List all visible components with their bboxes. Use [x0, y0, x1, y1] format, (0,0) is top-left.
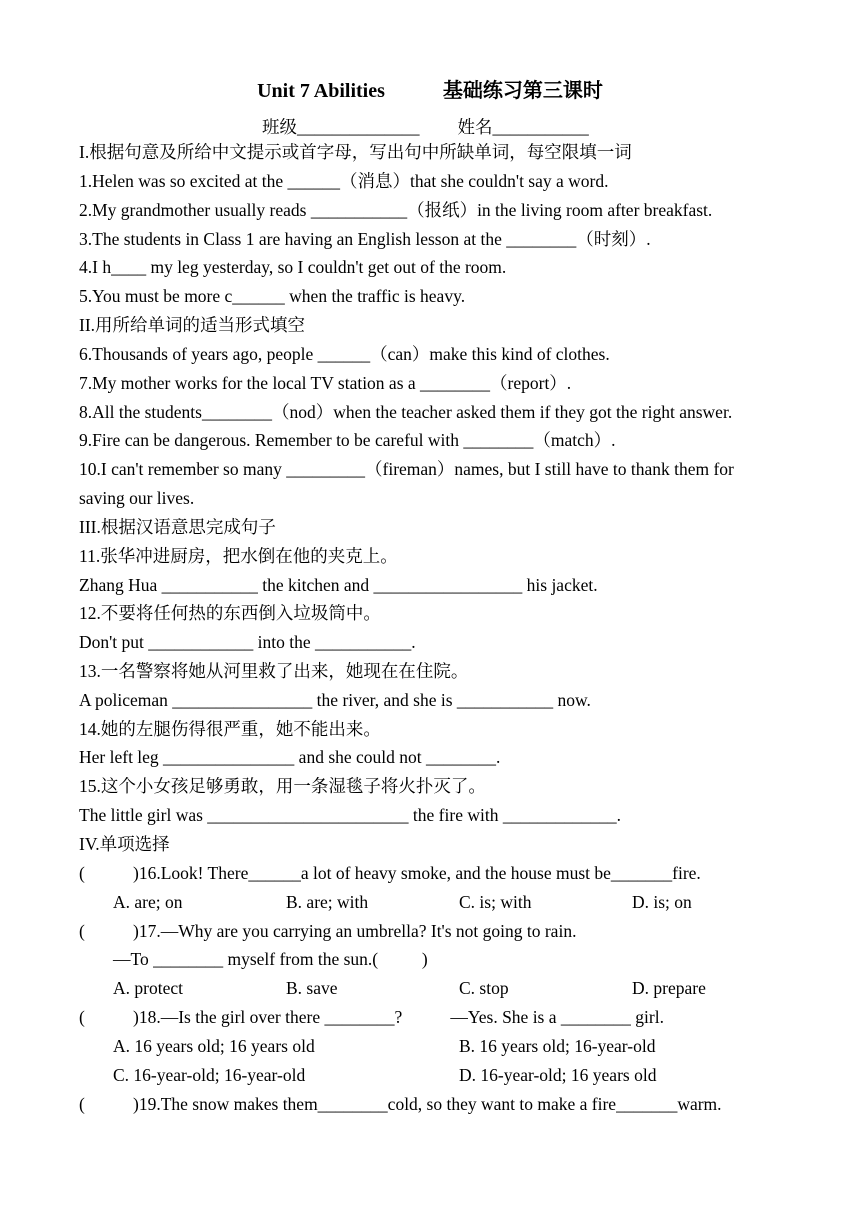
- question-4: 4.I h____ my leg yesterday, so I couldn't get out of the room.: [79, 257, 507, 277]
- question-10-cont: saving our lives.: [79, 488, 195, 508]
- question-13-en: A policeman ________________ the river, and she is ___________ now.: [79, 690, 591, 710]
- answer-paren-17: (: [79, 921, 85, 941]
- question-16: )16.Look! There______a lot of heavy smoke, and the house must be_______fire.: [133, 863, 701, 883]
- q18-option-d: D. 16-year-old; 16 years old: [459, 1065, 657, 1085]
- section-4-heading: IV.单项选择: [79, 834, 170, 854]
- page-title: [0, 74, 860, 103]
- q16-option-d: D. is; on: [632, 892, 692, 912]
- question-14-cn: 14.她的左腿伤得很严重，她不能出来。: [79, 719, 381, 739]
- q16-option-b: B. are; with: [286, 892, 369, 912]
- q16-option-a: A. are; on: [113, 892, 183, 912]
- question-10: 10.I can't remember so many _________（fireman）names, but I still have to thank them for: [79, 459, 734, 479]
- q17-option-d: D. prepare: [632, 978, 706, 998]
- question-1: 1.Helen was so excited at the ______（消息）that she couldn't say a word.: [79, 171, 609, 191]
- question-3: 3.The students in Class 1 are having an English lesson at the ________（时刻）.: [79, 229, 651, 249]
- question-15-cn: 15.这个小女孩足够勇敢，用一条湿毯子将火扑灭了。: [79, 776, 486, 796]
- title-main: Unit 7 Abilities: [257, 80, 385, 102]
- question-6: 6.Thousands of years ago, people ______（can）make this kind of clothes.: [79, 344, 610, 364]
- question-2: 2.My grandmother usually reads ___________（报纸）in the living room after breakfast.: [79, 200, 713, 220]
- question-12-cn: 12.不要将任何热的东西倒入垃圾筒中。: [79, 603, 381, 623]
- question-11-cn: 11.张华冲进厨房，把水倒在他的夹克上。: [79, 546, 398, 566]
- answer-paren-16: (: [79, 863, 85, 883]
- section-3-heading: III.根据汉语意思完成句子: [79, 517, 276, 537]
- section-1-heading: I.根据句意及所给中文提示或首字母，写出句中所缺单词，每空限填一词: [79, 142, 632, 162]
- q17-option-b: B. save: [286, 978, 338, 998]
- q18-option-c: C. 16-year-old; 16-year-old: [113, 1065, 306, 1085]
- q16-option-c: C. is; with: [459, 892, 532, 912]
- question-9: 9.Fire can be dangerous. Remember to be careful with ________（match）.: [79, 430, 616, 450]
- answer-paren-18: (: [79, 1007, 85, 1027]
- q17-option-a: A. protect: [113, 978, 183, 998]
- class-field: 班级______________: [262, 117, 420, 137]
- question-5: 5.You must be more c______ when the traffic is heavy.: [79, 286, 466, 306]
- section-2-heading: II.用所给单词的适当形式填空: [79, 315, 306, 335]
- question-14-en: Her left leg _______________ and she could not ________.: [79, 747, 501, 767]
- q18-option-a: A. 16 years old; 16 years old: [113, 1036, 315, 1056]
- answer-paren-19: (: [79, 1094, 85, 1114]
- q17-option-c: C. stop: [459, 978, 509, 998]
- question-7: 7.My mother works for the local TV station as a ________（report）.: [79, 373, 572, 393]
- question-15-en: The little girl was _______________________ the fire with _____________.: [79, 805, 621, 825]
- question-17: )17.—Why are you carrying an umbrella? It's not going to rain.: [133, 921, 577, 941]
- question-12-en: Don't put ____________ into the ___________.: [79, 632, 416, 652]
- question-19: )19.The snow makes them________cold, so they want to make a fire_______warm.: [133, 1094, 722, 1114]
- question-11-en: Zhang Hua ___________ the kitchen and _________________ his jacket.: [79, 575, 598, 595]
- q18-option-b: B. 16 years old; 16-year-old: [459, 1036, 656, 1056]
- question-18: )18.—Is the girl over there ________? —Yes. She is a ________ girl.: [133, 1007, 664, 1027]
- question-17-line2: —To ________ myself from the sun.( ): [113, 949, 428, 969]
- question-8: 8.All the students________（nod）when the teacher asked them if they got the right answer.: [79, 402, 733, 422]
- title-sub: 基础练习第三课时: [442, 80, 603, 102]
- question-13-cn: 13.一名警察将她从河里救了出来，她现在在住院。: [79, 661, 469, 681]
- name-field: 姓名___________: [457, 117, 589, 137]
- student-info: [262, 114, 589, 139]
